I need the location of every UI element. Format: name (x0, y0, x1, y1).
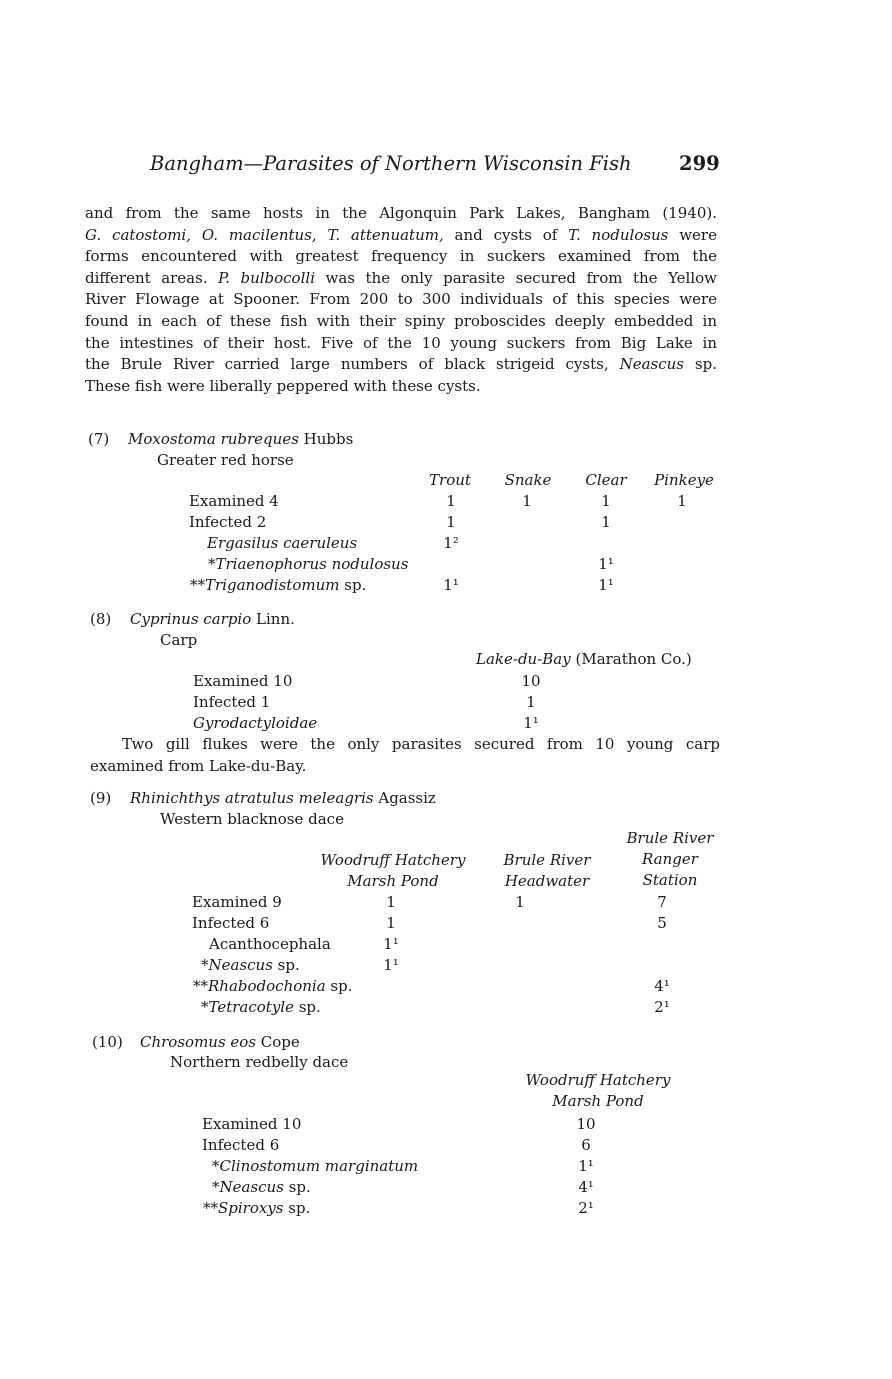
body-text: the intestines of their host. Five of the 10 young suckers from Big Lake in (85, 333, 717, 352)
row-label-text: Examined 9 (192, 893, 282, 911)
row-label (190, 576, 366, 594)
table-cell: 1¹ (523, 714, 539, 732)
row-label (201, 956, 300, 974)
row-label-text: Infected 2 (189, 513, 267, 531)
table-cell: 1¹ (383, 935, 399, 953)
body-text: found in each of these fish with their spiny proboscides deeply embedded in (85, 311, 717, 330)
taxon-suffix: sp. (293, 998, 321, 1016)
taxon-name: *Neascus (212, 1178, 284, 1196)
row-label (193, 714, 317, 732)
table-cell: 5 (657, 914, 667, 932)
column-header: Marsh Pond (552, 1092, 644, 1110)
species-heading (140, 1033, 300, 1051)
table-cell: 1 (386, 914, 396, 932)
taxon-name: Ergasilus caeruleus (207, 534, 358, 552)
row-label (192, 914, 269, 932)
taxon-name: **Rhabodochonia (193, 977, 326, 995)
body-text: sp. (683, 355, 717, 374)
paragraph-line (85, 311, 717, 333)
column-header: Headwater (504, 872, 590, 890)
taxon-name: *Neascus (201, 956, 273, 974)
running-header-title: Bangham—Parasites of Northern Wisconsin Fish (150, 152, 632, 175)
common-name: Western blacknose dace (160, 810, 344, 828)
body-text: These fish were liberally peppered with these cysts. (85, 376, 481, 395)
column-header: Marsh Pond (347, 872, 439, 890)
table-cell: 1 (515, 893, 525, 911)
row-label-text: Infected 1 (193, 693, 271, 711)
row-label (192, 893, 282, 911)
common-name: Greater red horse (157, 451, 294, 469)
row-label-text: Examined 10 (202, 1115, 302, 1133)
table-cell: 1 (386, 893, 396, 911)
section-number: (9) (90, 789, 112, 807)
italic-taxon-text: Neascus (619, 355, 684, 374)
row-label (193, 672, 292, 690)
row-label-text: Infected 6 (202, 1136, 280, 1154)
table-cell: 2¹ (578, 1199, 594, 1217)
column-header: Trout (429, 471, 471, 489)
row-label (207, 534, 357, 552)
table-cell: 1¹ (383, 956, 399, 974)
row-label-text: Examined 10 (193, 672, 293, 690)
paragraph-line (85, 289, 717, 311)
section-number: (7) (88, 430, 110, 448)
paragraph-line (85, 225, 717, 247)
paragraph-line (85, 203, 717, 225)
column-header: Station (642, 871, 698, 889)
row-label (203, 1199, 310, 1217)
scientific-name: Cyprinus carpio (130, 610, 252, 628)
species-heading (128, 430, 353, 448)
page-number: 299 (679, 152, 720, 175)
paragraph-line (85, 333, 717, 355)
scientific-name: Moxostoma rubreques (128, 430, 299, 448)
paragraph-line (85, 268, 717, 290)
taxon-name: **Spiroxys (203, 1199, 284, 1217)
row-label-text: Acanthocephala (209, 935, 331, 953)
table-cell: 1¹ (578, 1157, 594, 1175)
common-name: Carp (160, 631, 198, 649)
table-cell: 1 (601, 513, 611, 531)
table-cell: 10 (576, 1115, 596, 1133)
table-cell: 1¹ (598, 555, 614, 573)
row-label (189, 513, 266, 531)
row-label (189, 492, 279, 510)
section-note-line: Two gill flukes were the only parasites secured from 10 young carp (122, 735, 720, 753)
column-header: Ranger (642, 850, 698, 868)
body-text: the Brule River carried large numbers of black strigeid cysts, (85, 355, 620, 374)
scientific-name: Chrosomus eos (140, 1033, 257, 1051)
section-number: (8) (90, 610, 112, 628)
column-header (476, 650, 692, 668)
table-cell: 1 (446, 492, 456, 510)
species-heading (130, 789, 436, 807)
row-label (209, 935, 331, 953)
column-header: Pinkeye (654, 471, 714, 489)
species-authority: Hubbs (298, 430, 354, 448)
species-authority: Agassiz (373, 789, 436, 807)
table-cell: 2¹ (654, 998, 670, 1016)
table-cell: 1 (601, 492, 611, 510)
taxon-name: *Clinostomum marginatum (212, 1157, 419, 1175)
species-authority: Linn. (251, 610, 295, 628)
section-note-line: examined from Lake-du-Bay. (90, 757, 307, 775)
taxon-name: Gyrodactyloidae (193, 714, 318, 732)
scientific-name: Rhinichthys atratulus meleagris (130, 789, 374, 807)
row-label (208, 555, 408, 573)
common-name: Northern redbelly dace (170, 1053, 349, 1071)
table-cell: 4¹ (578, 1178, 594, 1196)
column-header: Brule River (503, 851, 591, 869)
paragraph-line (85, 354, 717, 376)
paragraph-line (85, 246, 717, 268)
italic-taxon-text: T. nodulosus (568, 225, 669, 244)
table-cell: 1² (443, 534, 459, 552)
row-label (193, 693, 270, 711)
body-text: River Flowage at Spooner. From 200 to 300 individuals of this species were (85, 290, 717, 309)
body-text: and from the same hosts in the Algonquin Park Lakes, Bangham (1940). (85, 204, 717, 222)
taxon-name: *Tetracotyle (201, 998, 294, 1016)
table-cell: 1¹ (443, 576, 459, 594)
table-cell: 1 (677, 492, 687, 510)
taxon-suffix: sp. (339, 576, 367, 594)
italic-taxon-text: P. bulbocolli (218, 268, 315, 287)
row-label (201, 998, 321, 1016)
column-header: Woodruff Hatchery (525, 1071, 671, 1089)
row-label-text: Examined 4 (189, 492, 279, 510)
table-cell: 1¹ (598, 576, 614, 594)
body-text: was the only parasite secured from the Yellow (315, 268, 718, 287)
table-cell: 10 (521, 672, 541, 690)
row-label (212, 1178, 311, 1196)
italic-taxon-text: G. catostomi, O. macilentus, T. attenuatum, (85, 225, 444, 244)
row-label (202, 1136, 279, 1154)
column-header: Clear (585, 471, 627, 489)
table-cell: 6 (581, 1136, 591, 1154)
section-number: (10) (92, 1033, 123, 1051)
taxon-suffix: sp. (272, 956, 300, 974)
table-cell: 1 (526, 693, 536, 711)
body-text: forms encountered with greatest frequency in suckers examined from the (85, 247, 717, 266)
column-header: Snake (504, 471, 552, 489)
table-cell: 4¹ (654, 977, 670, 995)
table-cell: 1 (446, 513, 456, 531)
table-cell: 7 (657, 893, 667, 911)
taxon-suffix: sp. (283, 1199, 311, 1217)
location-note: (Marathon Co.) (570, 650, 692, 668)
taxon-name: *Triaenophorus nodulosus (208, 555, 409, 573)
row-label (202, 1115, 301, 1133)
intro-paragraph (85, 203, 717, 397)
column-header: Brule River (626, 829, 714, 847)
body-text: different areas. (85, 268, 219, 287)
row-label (193, 977, 353, 995)
row-label (212, 1157, 418, 1175)
row-label-text: Infected 6 (192, 914, 270, 932)
taxon-suffix: sp. (283, 1178, 311, 1196)
taxon-name: **Triganodistomum (190, 576, 340, 594)
table-cell: 1 (522, 492, 532, 510)
body-text: were (668, 225, 717, 244)
species-heading (130, 610, 295, 628)
species-authority: Cope (256, 1033, 300, 1051)
location-name: Lake-du-Bay (476, 650, 571, 668)
body-text: and cysts of (443, 225, 569, 244)
paragraph-line (85, 376, 717, 398)
taxon-suffix: sp. (325, 977, 353, 995)
column-header: Woodruff Hatchery (320, 851, 466, 869)
